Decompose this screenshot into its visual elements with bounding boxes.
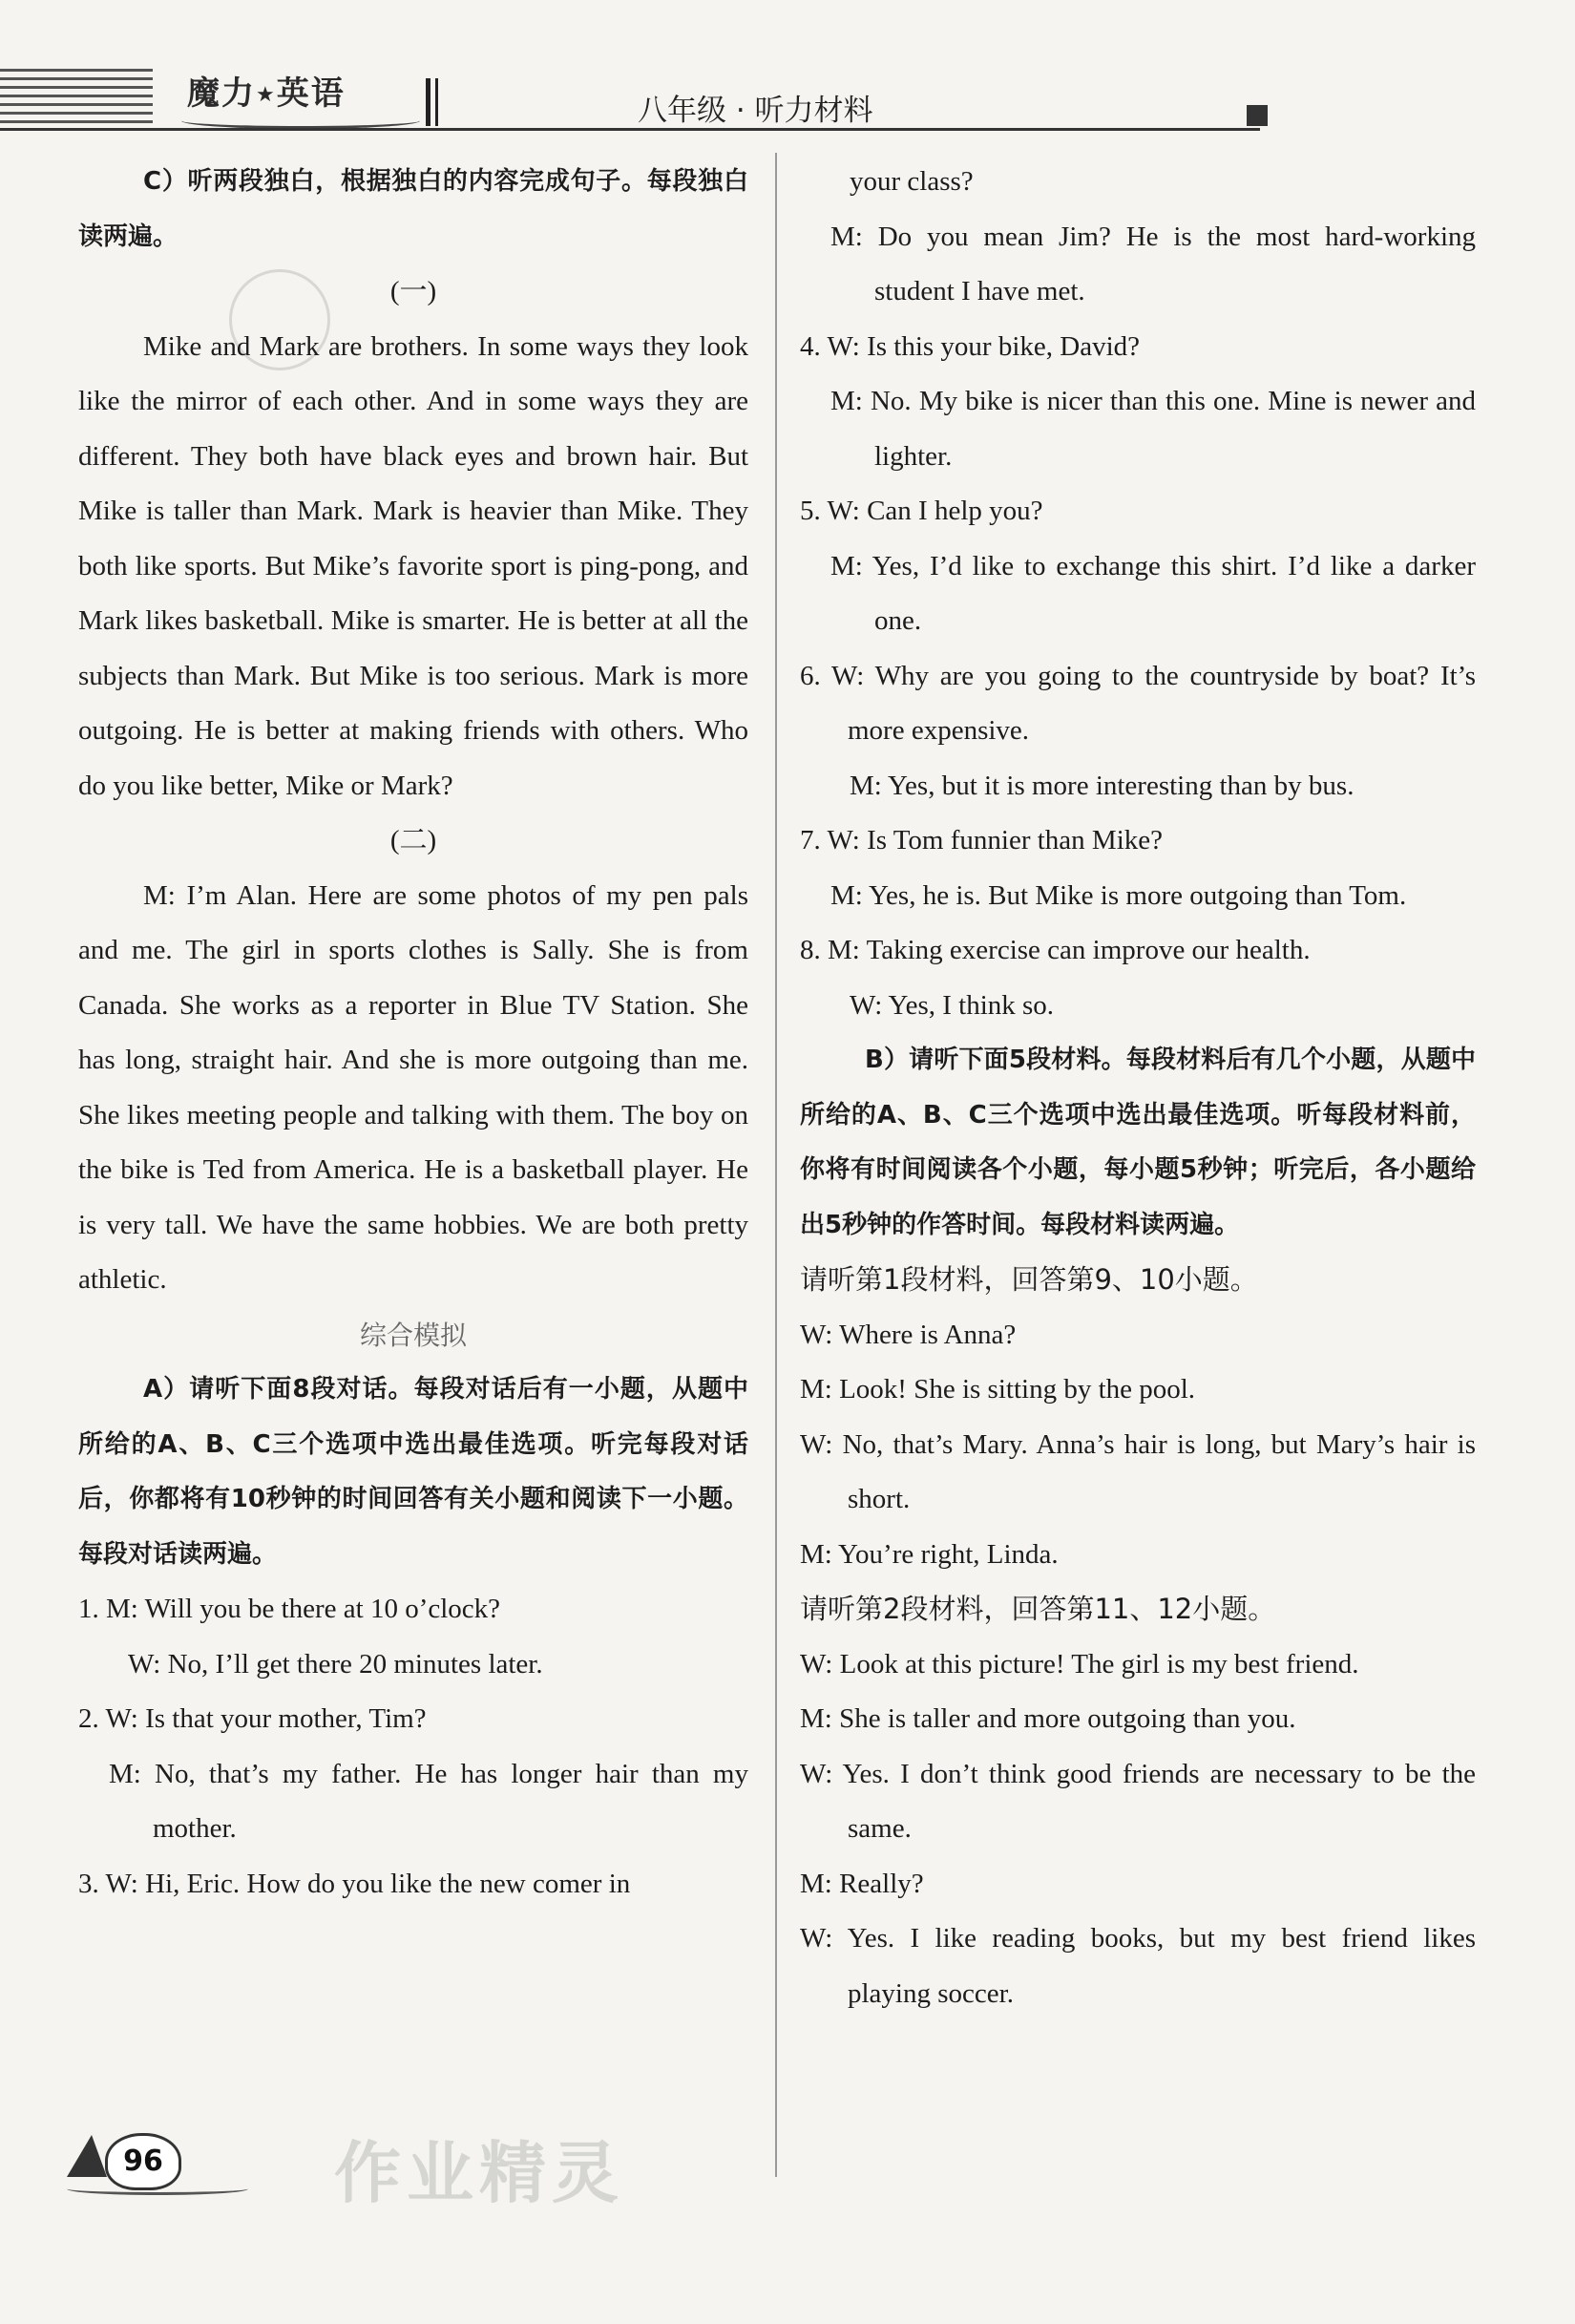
material-2-line: W: Look at this picture! The girl is my best friend. [800,1648,1359,1680]
watermark: 作业精灵 [334,2134,624,2212]
section-a-instruction: A）请听下面8段对话。每段对话后有一小题，从题中所给的A、B、C三个选项中选出最佳选项。听完每段对话后，你都将有10秒钟的时间回答有关小题和阅读下一小题。每段对话读两遍。 [78,1375,748,1569]
material-2-line: W: Yes. I like reading books, but my best friend likes playing soccer. [800,1923,1476,2009]
dialogue-6-answer: M: Yes, but it is more interesting than by bus. [850,770,1354,801]
material-1-line: W: Where is Anna? [800,1319,1017,1350]
section-c-instruction: C）听两段独白，根据独白的内容完成句子。每段独白读两遍。 [78,167,748,251]
material-2-line: W: Yes. I don’t think good friends are necessary to be the same. [800,1758,1476,1844]
header-rule [0,128,1260,131]
page-number: 96 [105,2133,181,2190]
monologue-2-title: (二) [389,825,437,856]
dialogue-4-answer: M: No. My bike is nicer than this one. Mine is newer and lighter. [830,386,1476,472]
right-column [800,155,1476,2021]
wave-decoration [67,2183,248,2195]
material-2-line: M: She is taller and more outgoing than you. [800,1703,1296,1734]
dialogue-2-answer: M: No, that’s my father. He has longer hair than my mother. [109,1758,748,1844]
material-2-line: M: Really? [800,1868,924,1899]
dialogue-6-question: 6. W: Why are you going to the countryside by boat? It’s more expensive. [800,660,1476,746]
dialogue-5-answer: M: Yes, I’d like to exchange this shirt. I’d like a darker one. [830,550,1476,636]
page-subtitle: 八年级 · 听力材料 [638,94,873,128]
page-header [0,57,1279,134]
monologue-1-title: (一) [389,276,437,306]
brand-logo [187,67,346,114]
header-divider-bar-thin [435,78,438,126]
dialogue-1-question: 1. M: Will you be there at 10 o’clock? [78,1594,501,1624]
material-2-intro: 请听第2段材料，回答第11、12小题。 [800,1593,1276,1625]
monologue-1-text: Mike and Mark are brothers. In some ways they look like the mirror of each other. And in some ways they are different. They both have black eyes and brown hair. But Mike is taller than Mark. Mark is heavier than Mike. They both like sports. But Mike’s favorite sport is ping-pong, and Mark likes basketball. Mike is smarter. He is better at all the subjects than Mark. But Mike is too serious. Mark is more outgoing. He is better at making friends with others. Who do you like better, Mike or Mark? [78,330,748,801]
section-b-instruction: B）请听下面5段材料。每段材料后有几个小题，从题中所给的A、B、C三个选项中选出最佳选项。听每段材料前，你将有时间阅读各个小题，每小题5秒钟；听完后，各小题给出5秒钟的作答时间。每段材料读两遍。 [800,1046,1476,1239]
dialogue-8-answer: W: Yes, I think so. [850,989,1055,1021]
header-stripes [0,69,153,126]
monologue-2-text: M: I’m Alan. Here are some photos of my pen pals and me. The girl in sports clothes is Sally. She is from Canada. She works as a reporter in Blue TV Station. She has long, straight hair. And she is more outgoing than me. She likes meeting people and talking with them. The boy on the bike is Ted from America. He is a basketball player. He is very tall. We have the same hobbies. We are both pretty athletic. [78,879,748,1295]
header-divider-bar [426,78,430,126]
dialogue-7-question: 7. W: Is Tom funnier than Mike? [800,825,1164,856]
material-1-line: M: Look! She is sitting by the pool. [800,1374,1196,1405]
material-1-intro: 请听第1段材料，回答第9、10小题。 [800,1263,1258,1296]
brand-text: 魔力 [187,74,256,113]
sailboat-icon [67,2135,107,2177]
dialogue-3-continued: your class? [850,166,974,197]
section-heading: 综合模拟 [359,1319,467,1351]
dialogue-5-question: 5. W: Can I help you? [800,496,1043,526]
column-divider [775,153,777,2177]
dialogue-8-question: 8. M: Taking exercise can improve our health. [800,935,1311,965]
header-square-icon [1247,105,1268,126]
left-column [78,155,748,1912]
page-number-badge [67,2129,210,2196]
material-1-line: W: No, that’s Mary. Anna’s hair is long, but Mary’s hair is short. [800,1428,1476,1514]
dialogue-4-question: 4. W: Is this your bike, David? [800,330,1141,362]
brand-suffix: 英语 [276,74,346,113]
brand-arc [181,113,420,129]
dialogue-3-answer: M: Do you mean Jim? He is the most hard-working student I have met. [830,221,1476,306]
star-icon: ★ [256,83,277,107]
dialogue-2-question: 2. W: Is that your mother, Tim? [78,1703,427,1734]
dialogue-7-answer: M: Yes, he is. But Mike is more outgoing than Tom. [830,879,1407,911]
dialogue-1-answer: W: No, I’ll get there 20 minutes later. [128,1648,543,1680]
dialogue-3-question: 3. W: Hi, Eric. How do you like the new comer in [78,1868,631,1899]
material-1-line: M: You’re right, Linda. [800,1538,1059,1570]
